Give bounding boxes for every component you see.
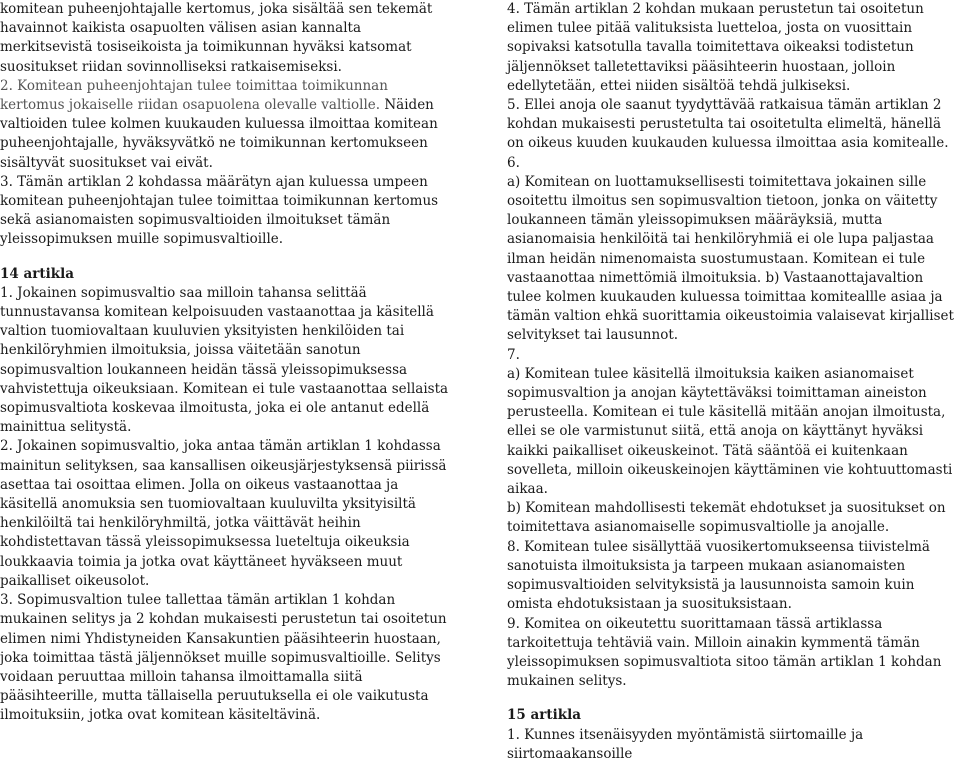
article-heading: 14 artikla <box>0 265 74 282</box>
paragraph: a) Komitean tulee käsitellä ilmoituksia kaiken asianomaiset sopimusvaltion ja anojan käytettäväksi toimittaman aineiston perusteella. Komitean ei tule käsitellä mitään anojan ilmoitusta, ellei se ole varmistunut siitä, että anoja on käyttänyt hyväksi kaikki paikalliset oikeuskeinot. Tätä sääntöä ei kuitenkaan sovelleta, milloin oikeuskeinojen käyttäminen vie kohtuuttomasti aikaa. <box>507 365 953 498</box>
paragraph-part: 2. Komitean puheenjohtajan tulee toimittaa toimikunnan kertomus jokaiselle riidan osapuolena olevalle valtiolle. <box>0 77 388 114</box>
paragraph: 1. Jokainen sopimusvaltio saa milloin tahansa selittää tunnustavansa komitean kelpoisuuden vastaanottaa ja käsitellä valtion tuomiovaltaan kuuluvien yksityisten henkilöiden tai henkilöryhmien ilmoituksia, joissa väitetään sanotun sopimusvaltion loukanneen heidän tässä yleissopimuksessa vahvistettuja oikeuksiaan. Komitean ei tule vastaanottaa sellaista sopimusvaltiota koskevaa ilmoitusta, joka ei ole antanut edellä mainittua selitystä. <box>0 284 449 436</box>
paragraph: 2. Jokainen sopimusvaltio, joka antaa tämän artiklan 1 kohdassa mainitun selityksen, saa kansallisen oikeusjärjestyksensä piirissä asettaa tai osoittaa elimen. Jolla on oikeus vastaanottaa ja käsitellä anomuksia sen tuomiovaltaan kuuluvilta yksityisiltä henkilöiltä tai henkilöryhmiltä, jotka väittävät heihin kohdistettavan tässä yleissopimuksessa lueteltuja oikeuksia loukkaavia toimia ja jotka ovat käyttäneet hyväkseen muut paikalliset oikeusolot. <box>0 438 447 589</box>
paragraph: komitean puheenjohtajalle kertomus, joka sisältää sen tekemät havainnot kaikista osapuolten välisen asian kannalta merkitsevistä tosiseikoista ja toimikunnan hyväksi katsomat suositukset riidan sovinnolliseksi ratkaisemiseksi. <box>0 1 433 75</box>
paragraph-number: 7. <box>507 346 520 363</box>
paragraph: 1. Kunnes itsenäisyyden myöntämistä siirtomaille ja siirtomaakansoille <box>507 726 864 762</box>
left-column <box>0 0 450 726</box>
paragraph <box>0 77 450 173</box>
paragraph: 9. Komitea on oikeutettu suorittamaan tässä artiklassa tarkoitettuja tehtäviä vain. Milloin ainakin kymmentä tämän yleissopimuksen sopimusvaltiota sitoo tämän artiklan 1 kohdan mukainen selitys. <box>507 615 942 690</box>
paragraph: 8. Komitean tulee sisällyttää vuosikertomukseensa tiivistelmä sanotuista ilmoituksista ja tarpeen mukaan asianomaisten sopimusvaltioiden selvityksistä ja lausunnoista samoin kuin omista ehdotuksistaan ja suosituksistaan. <box>507 538 930 613</box>
paragraph-number: 6. <box>507 154 520 171</box>
paragraph: 3. Tämän artiklan 2 kohdassa määrätyn ajan kuluessa umpeen komitean puheenjohtajan tulee toimittaa toimikunnan kertomus sekä asianomaisten sopimusvaltioiden ilmoitukset tämän yleissopimuksen muille sopimusvaltioille. <box>0 173 439 248</box>
paragraph-part: Näiden valtioiden tulee kolmen kuukauden kuluessa ilmoittaa komitean puheenjohtajalle, hyväksyvätkö ne toimikunnan kertomukseen sisältyvät suositukset vai eivät. <box>0 97 438 171</box>
paragraph: 4. Tämän artiklan 2 kohdan mukaan perustetun tai osoitetun elimen tulee pitää valituksista luetteloa, josta on vuosittain sopivaksi katsotulla tavalla toimitettava oikeaksi todistetun jäljennökset talletettaviksi pääsihteerin huostaan, jolloin edellytetään, ettei niiden sisältöä tehdä julkiseksi. <box>507 1 924 94</box>
article-heading: 15 artikla <box>507 707 581 724</box>
paragraph: b) Komitean mahdollisesti tekemät ehdotukset ja suositukset on toimitettava asianomaiselle sopimusvaltiolle ja anojalle. <box>507 500 946 536</box>
paragraph: a) Komitean on luottamuksellisesti toimitettava jokainen sille osoitettu ilmoitus sen sopimusvaltion tietoon, jonka on väitetty loukanneen tämän yleissopimuksen määräyksiä, mutta asianomaisia henkilöitä tai henkilöryhmiä ei ole lupa paljastaa ilman heidän nimenomaista suostumustaan. Komitean ei tule vastaanottaa nimettömiä ilmoituksia. b) Vastaanottajavaltion tulee kolmen kuukauden kuluessa toimittaa komiteallle asiaa ja tämän valtion ehkä suorittamia oikeustoimia valaisevat kirjalliset selvitykset tai lausunnot. <box>507 173 954 344</box>
right-column <box>507 0 957 764</box>
paragraph: 3. Sopimusvaltion tulee tallettaa tämän artiklan 1 kohdan mukainen selitys ja 2 kohdan mukaisesti perustetun tai osoitetun elimen nimi Yhdistyneiden Kansakuntien pääsihteerin huostaan, joka toimittaa tästä jäljennökset muille sopimusvaltioille. Selitys voidaan peruuttaa milloin tahansa ilmoittamalla siitä pääsihteerille, mutta tällaisella peruutuksella ei ole vaikutusta ilmoituksiin, jotka ovat komitean käsiteltävinä. <box>0 592 447 724</box>
paragraph: 5. Ellei anoja ole saanut tyydyttävää ratkaisua tämän artiklan 2 kohdan mukaisesti perustetulta tai osoitetulta elimeltä, hänellä on oikeus kuuden kuukauden kuluessa ilmoittaa asia komitealle. <box>507 97 949 152</box>
